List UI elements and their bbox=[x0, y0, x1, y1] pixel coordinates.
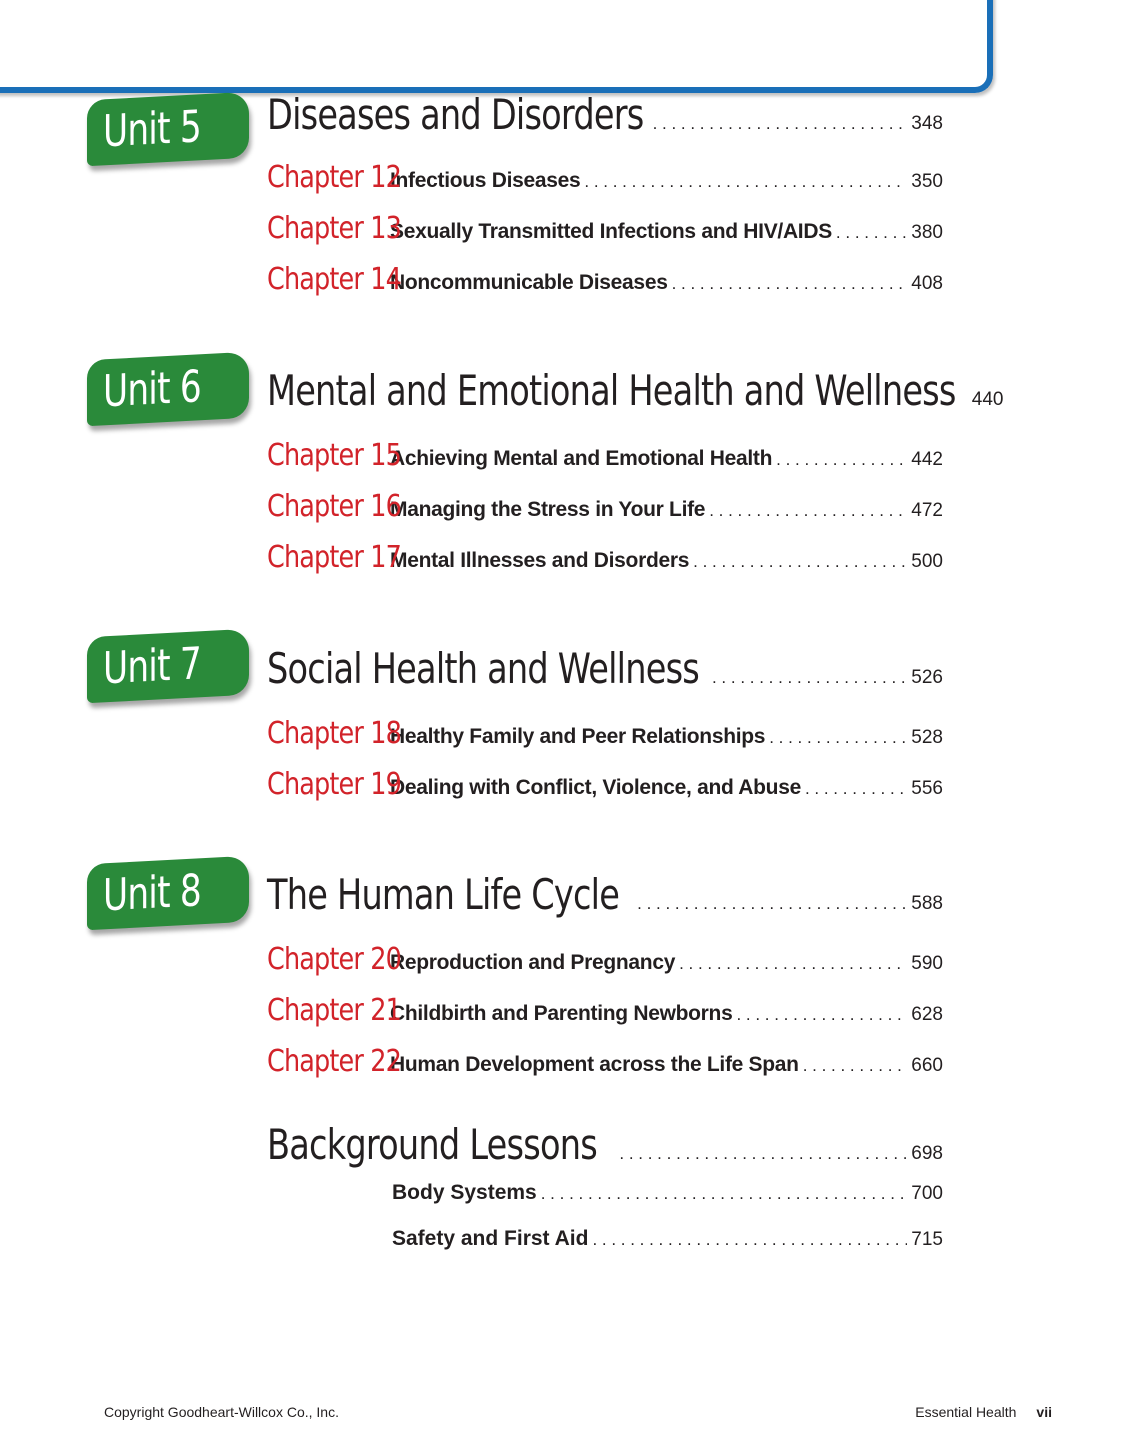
unit-tab-label: Unit 8 bbox=[103, 865, 201, 922]
chapter-label: Chapter 13 bbox=[267, 211, 402, 246]
chapter-label: Chapter 21 bbox=[267, 993, 402, 1028]
page-number: 715 bbox=[911, 1229, 943, 1250]
page-number: 698 bbox=[911, 1143, 943, 1164]
chapter-row[interactable] bbox=[267, 540, 943, 575]
chapter-label: Chapter 15 bbox=[267, 438, 402, 473]
chapter-label: Chapter 19 bbox=[267, 767, 402, 802]
unit-tab bbox=[87, 352, 249, 426]
unit-tab-label: Unit 6 bbox=[103, 361, 201, 418]
page-number: 440 bbox=[971, 389, 1004, 410]
chapter-row[interactable] bbox=[267, 160, 943, 195]
chapter-row[interactable] bbox=[267, 489, 943, 524]
chapter-label: Chapter 18 bbox=[267, 716, 402, 751]
unit-title-row[interactable] bbox=[267, 870, 943, 919]
background-item-title: Body Systems bbox=[392, 1181, 537, 1204]
chapter-label: Chapter 12 bbox=[267, 160, 402, 195]
chapter-title: Sexually Transmitted Infections and HIV/AIDS bbox=[390, 220, 832, 243]
background-title-row[interactable] bbox=[267, 1120, 943, 1169]
chapter-row[interactable] bbox=[267, 942, 943, 977]
leader-dots bbox=[693, 552, 907, 572]
page-number: 700 bbox=[911, 1183, 943, 1204]
page-number: 590 bbox=[911, 953, 943, 974]
chapter-title: Dealing with Conflict, Violence, and Abuse bbox=[390, 776, 801, 799]
footer-page-number: vii bbox=[1036, 1404, 1052, 1420]
unit-title: Diseases and Disorders bbox=[267, 90, 644, 139]
page-number: 380 bbox=[911, 222, 943, 243]
leader-dots bbox=[712, 668, 907, 688]
chapter-label: Chapter 20 bbox=[267, 942, 402, 977]
chapter-title: Human Development across the Life Span bbox=[390, 1053, 799, 1076]
chapter-row[interactable] bbox=[267, 1044, 943, 1079]
unit-title: The Human Life Cycle bbox=[267, 870, 620, 919]
background-title: Background Lessons bbox=[267, 1120, 597, 1169]
chapter-label: Chapter 16 bbox=[267, 489, 402, 524]
chapter-title: Achieving Mental and Emotional Health bbox=[390, 447, 773, 470]
chapter-title: Managing the Stress in Your Life bbox=[390, 498, 706, 521]
chapter-label: Chapter 14 bbox=[267, 262, 402, 297]
chapter-title: Mental Illnesses and Disorders bbox=[390, 549, 690, 572]
background-item-row[interactable] bbox=[392, 1227, 943, 1251]
chapter-row[interactable] bbox=[267, 438, 943, 473]
page-number: 500 bbox=[911, 551, 943, 572]
background-item-row[interactable] bbox=[392, 1181, 943, 1205]
page-number: 348 bbox=[911, 113, 943, 134]
chapter-row[interactable] bbox=[267, 716, 943, 751]
page-number: 556 bbox=[911, 778, 943, 799]
unit-tab-label: Unit 5 bbox=[103, 101, 201, 158]
unit-tab-label: Unit 7 bbox=[103, 638, 201, 695]
chapter-title: Noncommunicable Diseases bbox=[390, 271, 668, 294]
unit-title-row[interactable] bbox=[267, 90, 943, 139]
unit-tab bbox=[87, 92, 249, 166]
leader-dots bbox=[805, 779, 907, 799]
leader-dots bbox=[776, 450, 907, 470]
chapter-row[interactable] bbox=[267, 767, 943, 802]
leader-dots bbox=[637, 894, 907, 914]
footer-book-title: Essential Health bbox=[915, 1404, 1017, 1420]
leader-dots bbox=[592, 1230, 907, 1250]
unit-title: Social Health and Wellness bbox=[267, 644, 699, 693]
leader-dots bbox=[679, 954, 907, 974]
chapter-label: Chapter 17 bbox=[267, 540, 402, 575]
chapter-label: Chapter 22 bbox=[267, 1044, 402, 1079]
page-number: 472 bbox=[911, 500, 943, 521]
leader-dots bbox=[653, 114, 908, 134]
chapter-row[interactable] bbox=[267, 262, 943, 297]
footer-copyright: Copyright Goodheart-Willcox Co., Inc. bbox=[104, 1404, 339, 1420]
leader-dots bbox=[672, 274, 908, 294]
page-number: 350 bbox=[911, 171, 943, 192]
unit-tab bbox=[87, 856, 249, 930]
page-number: 628 bbox=[911, 1004, 943, 1025]
leader-dots bbox=[836, 223, 907, 243]
leader-dots bbox=[803, 1056, 908, 1076]
chapter-title: Childbirth and Parenting Newborns bbox=[390, 1002, 733, 1025]
unit-tab bbox=[87, 629, 249, 703]
leader-dots bbox=[541, 1184, 908, 1204]
chapter-title: Reproduction and Pregnancy bbox=[390, 951, 676, 974]
chapter-row[interactable] bbox=[267, 211, 943, 246]
leader-dots bbox=[769, 728, 907, 748]
chapter-title: Infectious Diseases bbox=[390, 169, 581, 192]
page-number: 408 bbox=[911, 273, 943, 294]
leader-dots bbox=[736, 1005, 907, 1025]
background-item-title: Safety and First Aid bbox=[392, 1227, 589, 1250]
footer-book bbox=[915, 1404, 1052, 1420]
page-number: 442 bbox=[911, 449, 943, 470]
unit-title: Mental and Emotional Health and Wellness bbox=[267, 366, 956, 415]
unit-title-row[interactable] bbox=[267, 366, 1004, 415]
chapter-title: Healthy Family and Peer Relationships bbox=[390, 725, 766, 748]
chapter-row[interactable] bbox=[267, 993, 943, 1028]
page-number: 526 bbox=[911, 667, 943, 688]
page-number: 588 bbox=[911, 893, 943, 914]
unit-title-row[interactable] bbox=[267, 644, 943, 693]
leader-dots bbox=[709, 501, 907, 521]
leader-dots bbox=[619, 1144, 907, 1164]
leader-dots bbox=[584, 172, 907, 192]
page-number: 528 bbox=[911, 727, 943, 748]
page-number: 660 bbox=[911, 1055, 943, 1076]
top-frame-border bbox=[0, 0, 993, 93]
